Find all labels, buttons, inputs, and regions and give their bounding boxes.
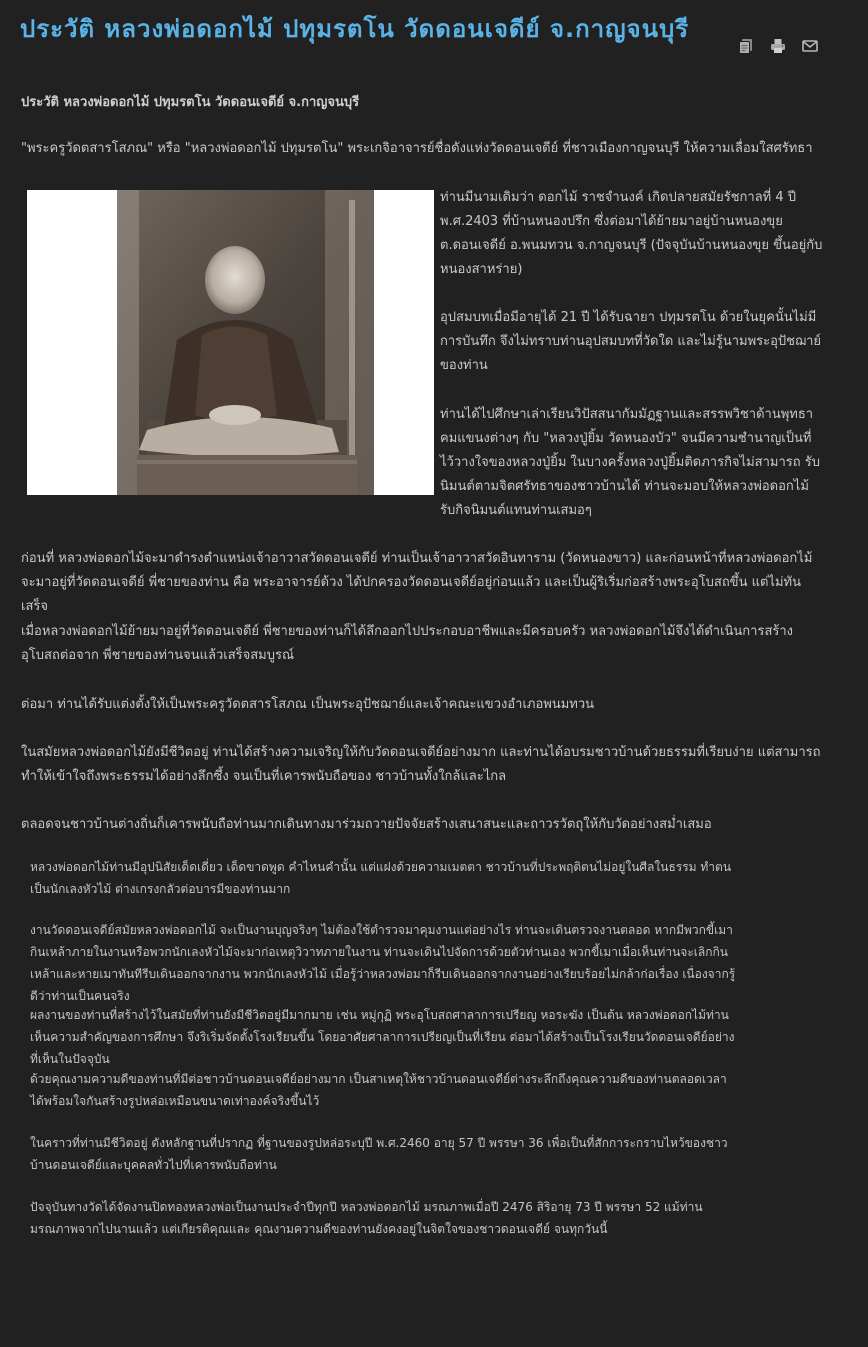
side-paragraph: อุปสมบทเมื่อมีอายุได้ 21 ปี ได้รับฉายา ปทุมรตโน ด้วยในยุคนั้นไม่มีการบันทึก จึงไม่ทราบท่านอุปสมบทที่วัดใด และไม่รู้นามพระอุปัชฌาย์ของท่าน <box>440 310 822 373</box>
body-paragraph: ตลอดจนชาวบ้านต่างถิ่นก็เคารพนับถือท่านมากเดินทางมาร่วมถวายปัจจัยสร้างเสนาสนะและถาวรวัตถุให้กับวัดอย่างสม่ำเสมอ <box>21 817 712 832</box>
article-title: ประวัติ หลวงพ่อดอกไม้ ปทุมรตโน วัดดอนเจดีย์ จ.กาญจนบุรี <box>20 15 690 43</box>
quote-paragraph: ด้วยคุณงามความดีของท่านที่มีต่อชาวบ้านดอนเจดีย์อย่างมาก เป็นสาเหตุให้ชาวบ้านดอนเจดีย์ต่างระลึกถึงคุณความดีของท่านตลอดเวลา ได้พร้อมใจกันสร้างรูปหล่อเหมือนขนาดเท่าองค์จริงขึ้นไว้ <box>30 1072 727 1108</box>
body-paragraph: ก่อนที่ หลวงพ่อดอกไม้จะมาดำรงตำแหน่งเจ้าอาวาสวัดดอนเจดีย์ ท่านเป็นเจ้าอาวาสวัดอินทาราม (วัดหนองขาว) และก่อนหน้าที่หลวงพ่อดอกไม้จะมาอยู่ที่วัดดอนเจดีย์ พี่ชายของท่าน คือ พระอาจารย์ด้วง ได้ปกครองวัดดอนเจดีย์อยู่ก่อนแล้ว และเป็นผู้ริเริ่มก่อสร้างพระอุโบสถขึ้น แต่ไม่ทันเสร็จ <box>21 551 813 614</box>
pdf-icon[interactable] <box>738 38 754 54</box>
quote-paragraph: หลวงพ่อดอกไม้ท่านมีอุปนิสัยเด็ดเดี่ยว เด็ดขาดพูด คำไหนคำนั้น แต่แฝงด้วยความเมตตา ชาวบ้านที่ประพฤติตนไม่อยู่ในศีลในธรรม ทำตนเป็นนักเลงหัวไม้ ต่างเกรงกลัวต่อบารมีของท่านมาก <box>30 860 732 896</box>
intro-paragraph: "พระครูวัดตสารโสภณ" หรือ "หลวงพ่อดอกไม้ ปทุมรตโน" พระเกจิอาจารย์ชื่อดังแห่งวัดดอนเจดีย์ ที่ชาวเมืองกาญจนบุรี ให้ความเลื่อมใสศรัทธา <box>21 141 813 156</box>
quote-paragraph: งานวัดดอนเจดีย์สมัยหลวงพ่อดอกไม้ จะเป็นงานบุญจริงๆ ไม่ต้องใช้ตำรวจมาคุมงานแต่อย่างไร ท่านจะเดินตรวจงานตลอด หากมีพวกขี้เมา กินเหล้าภายในงานหรือพวกนักเลงหัวไม้จะมาก่อเหตุวิวาทภายในงาน ท่านจะเดินไปจัดการด้วยตัวท่านเอง พวกขี้เมาเมื่อเห็นท่านจะเลิกกินเหล้าและหายเมาทันทีรีบเดินออกจากงาน พวกนักเลงหัวไม้ เมื่อรู้ว่าหลวงพ่อมาก็รีบเดินออกจากงานอย่างเรียบร้อยไม่กล้าก่อเรื่อง เนื่องจากรู้ดีว่าท่านเป็นคนจริง <box>30 923 736 1003</box>
quote-paragraph: ปัจจุบันทางวัดได้จัดงานปิดทองหลวงพ่อเป็นงานประจำปีทุกปี หลวงพ่อดอกไม้ มรณภาพเมื่อปี 2476 สิริอายุ 73 ปี พรรษา 52 แม้ท่านมรณภาพจากไปนานแล้ว แต่เกียรติคุณและ คุณงามความดีของท่านยังคงอยู่ในจิตใจของชาวดอนเจดีย์ จนทุกวันนี้ <box>30 1200 703 1236</box>
article-tools <box>738 38 818 54</box>
monk-portrait-image <box>117 190 374 495</box>
body-paragraph: ในสมัยหลวงพ่อดอกไม้ยังมีชีวิตอยู่ ท่านได้สร้างความเจริญให้กับวัดดอนเจดีย์อย่างมาก และท่านได้อบรมชาวบ้านด้วยธรรมที่เรียบง่าย แต่สามารถทำให้เข้าใจถึงพระธรรมได้อย่างลึกซึ้ง จนเป็นที่เคารพนับถือของ ชาวบ้านทั้งใกล้และไกล <box>21 745 821 784</box>
quote-paragraph: ผลงานของท่านที่สร้างไว้ในสมัยที่ท่านยังมีชีวิตอยู่มีมากมาย เช่น หมู่กุฏิ พระอุโบสถศาลาการเปรียญ หอระฆัง เป็นต้น หลวงพ่อดอกไม้ท่านเห็นความสำคัญของการศึกษา จึงริเริ่มจัดตั้งโรงเรียนขึ้น โดยอาศัยศาลาการเปรียญเป็นที่เรียน ต่อมาได้สร้างเป็นโรงเรียนวัดดอนเจดีย์อย่างที่เห็นในปัจจุบัน <box>30 1008 735 1066</box>
side-paragraph: ท่านได้ไปศึกษาเล่าเรียนวิปัสสนากัมมัฏฐานและสรรพวิชาด้านพุทธาคมแขนงต่างๆ กับ "หลวงปู่ยิ้ม วัดหนองบัว" จนมีความชำนาญเป็นที่ไว้วางใจของหลวงปู่ยิ้ม ในบางครั้งหลวงปู่ยิ้มติดภารกิจไม่สามารถ รับนิมนต์ตามจิตศรัทธาของชาวบ้านได้ ท่านจะมอบให้หลวงพ่อดอกไม้รับกิจนิมนต์แทนท่านเสมอๆ <box>440 407 820 518</box>
body-paragraph: ต่อมา ท่านได้รับแต่งตั้งให้เป็นพระครูวัดตสารโสภณ เป็นพระอุปัชฌาย์และเจ้าคณะแขวงอำเภอพนมทวน <box>21 697 595 712</box>
side-paragraph: ท่านมีนามเดิมว่า ดอกไม้ ราชจำนงค์ เกิดปลายสมัยรัชกาลที่ 4 ปี พ.ศ.2403 ที่บ้านหนองปรึก ซึ่งต่อมาได้ย้ายมาอยู่บ้านหนองขุย ต.ดอนเจดีย์ อ.พนมทวน จ.กาญจนบุรี (ปัจจุบันบ้านหนองขุย ขึ้นอยู่กับหนองสาหร่าย) <box>440 190 823 277</box>
quote-paragraph: ในคราวที่ท่านมีชีวิตอยู่ ดังหลักฐานที่ปรากฏ ที่ฐานของรูปหล่อระบุปี พ.ศ.2460 อายุ 57 ปี พรรษา 36 เพื่อเป็นที่สักการะกราบไหว้ของชาวบ้านดอนเจดีย์และบุคคลทั่วไปที่เคารพนับถือท่าน <box>30 1136 728 1172</box>
email-icon[interactable] <box>802 38 818 54</box>
monk-photo <box>27 190 434 495</box>
body-paragraph: เมื่อหลวงพ่อดอกไม้ย้ายมาอยู่ที่วัดดอนเจดีย์ พี่ชายของท่านก็ได้ลึกออกไปประกอบอาชีพและมีครอบครัว หลวงพ่อดอกไม้จึงได้ดำเนินการสร้างอุโบสถต่อจาก พี่ชายของท่านจนแล้วเสร็จสมบูรณ์ <box>21 624 794 663</box>
article-subtitle: ประวัติ หลวงพ่อดอกไม้ ปทุมรตโน วัดดอนเจดีย์ จ.กาญจนบุรี <box>21 95 360 110</box>
print-icon[interactable] <box>770 38 786 54</box>
